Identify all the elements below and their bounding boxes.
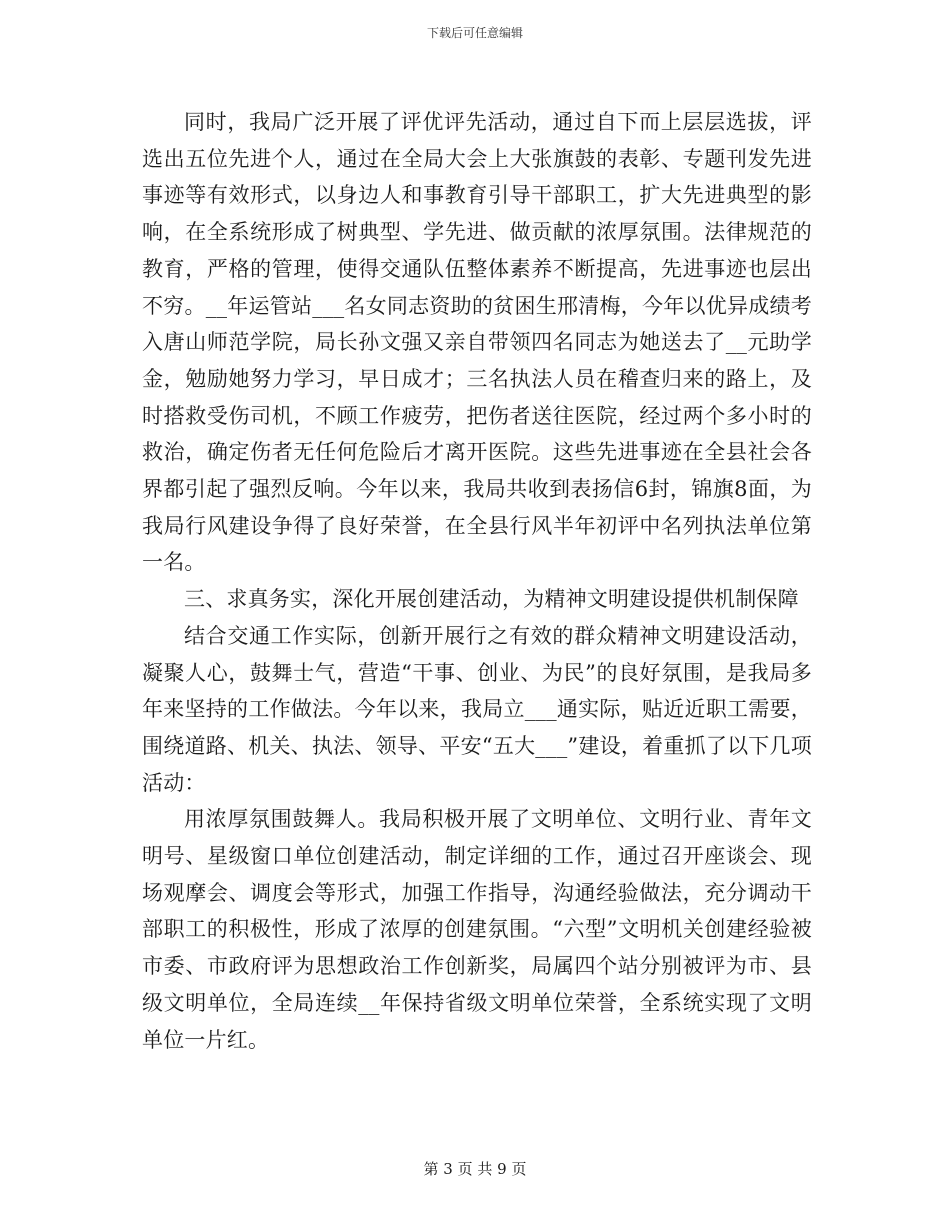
paragraph-awards: 同时，我局广泛开展了评优评先活动，通过自下而上层层选拔，评选出五位先进个人，通过在全局大会上大张旗鼓的表彰、专题刊发先进事迹等有效形式，以身边人和事教育引导干部职工，扩大先进典型的影响，在全系统形成了树典型、学先进、做贡献的浓厚氛围。法律规范的教育，严格的管理，使得交通队伍整体素养不断提高，先进事迹也层出不穷。__年运管站___名女同志资助的贫困生邢清梅，今年以优异成绩考入唐山师范学院，局长孙文强又亲自带领四名同志为她送去了__元助学金，勉励她努力学习，早日成才；三名执法人员在稽查归来的路上，及时搭救受伤司机，不顾工作疲劳，把伤者送往医院，经过两个多小时的救治，确定伤者无任何危险后才离开医院。这些先进事迹在全县社会各界都引起了强烈反响。今年以来，我局共收到表扬信6封，锦旗8面，为我局行风建设争得了良好荣誉，在全县行风半年初评中名列执法单位第一名。 xyxy=(142,110,812,575)
paragraph-atmosphere: 用浓厚氛围鼓舞人。我局积极开展了文明单位、文明行业、青年文明号、星级窗口单位创建活动，制定详细的工作，通过召开座谈会、现场观摩会、调度会等形式，加强工作指导，沟通经验做法，充分调动干部职工的积极性，形成了浓厚的创建氛围。“六型”文明机关创建经验被市委、市政府评为思想政治工作创新奖，局属四个站分别被评为市、县级文明单位，全局连续__年保持省级文明单位荣誉，全系统实现了文明单位一片红。 xyxy=(142,807,812,1052)
paragraph-activities-intro: 结合交通工作实际，创新开展行之有效的群众精神文明建设活动，凝聚人心，鼓舞士气，营造“干事、创业、为民”的良好氛围，是我局多年来坚持的工作做法。今年以来，我局立___通实际，贴近近职工需要，围绕道路、机关、执法、领导、平安“五大___”建设，着重抓了以下几项活动： xyxy=(142,623,812,795)
page-number: 第 3 页 共 9 页 xyxy=(423,1160,527,1178)
page-header: 下载后可任意编辑 xyxy=(426,26,523,40)
document-body xyxy=(142,104,812,1058)
section-heading-three: 三、求真务实，深化开展创建活动，为精神文明建设提供机制保障 xyxy=(184,587,799,612)
